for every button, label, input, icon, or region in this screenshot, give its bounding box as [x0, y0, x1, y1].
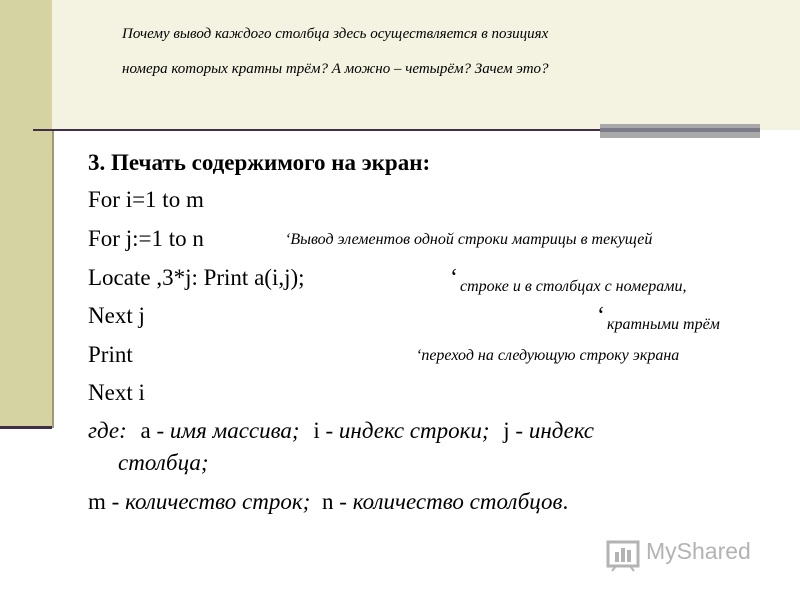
question-line-2: номера которых кратны трём? А можно – четырём? Зачем это? — [122, 61, 549, 77]
code-line-print: Print — [88, 342, 133, 367]
left-band-shadow — [52, 130, 54, 428]
m-var: m - — [88, 489, 120, 514]
m-desc: количество строк; — [125, 489, 311, 514]
where-a-var: a - — [140, 418, 165, 443]
legend-mn-line — [88, 489, 568, 515]
watermark-text: MyShared — [646, 538, 751, 564]
comment-multiples — [597, 303, 720, 336]
where-i-var: i - — [313, 418, 334, 443]
where-j-desc-continued: столбца; — [118, 450, 209, 475]
comment-mark: ‘ — [450, 265, 458, 291]
left-band-foot — [0, 426, 52, 429]
where-j-desc: индекс — [528, 418, 594, 443]
section-heading: 3. Печать содержимого на экран: — [88, 150, 431, 175]
comment-newline: ‘переход на следующую строку экрана — [416, 347, 680, 364]
comment-columns-text: строке и в столбцах с номерами, — [460, 278, 687, 295]
comment-multiples-text: кратными трём — [607, 316, 720, 333]
divider-block-stripe — [600, 128, 760, 132]
where-a-desc: имя массива; — [169, 418, 300, 443]
comment-mark: ‘ — [597, 303, 605, 329]
code-line-next-j: Next j — [88, 303, 145, 328]
code-line-next-i: Next i — [88, 380, 145, 405]
comment-output-row: ‘Вывод элементов одной строки матрицы в текущей — [285, 231, 653, 248]
code-line-for-j: For j:=1 to n — [88, 226, 204, 251]
comment-columns — [450, 265, 687, 298]
legend-where-line — [88, 418, 594, 444]
divider-line — [33, 129, 600, 131]
code-line-locate: Locate ,3*j: Print a(i,j); — [88, 265, 305, 290]
question-line-1: Почему вывод каждого столбца здесь осуществляется в позициях — [122, 26, 549, 42]
where-j-var: j - — [503, 418, 524, 443]
left-accent-band — [0, 0, 52, 428]
where-label: где: — [88, 418, 127, 443]
n-var: n - — [322, 489, 347, 514]
n-desc: количество столбцов — [352, 489, 563, 514]
code-line-for-i: For i=1 to m — [88, 187, 204, 212]
mn-period: . — [562, 489, 569, 514]
where-i-desc: индекс строки; — [338, 418, 490, 443]
